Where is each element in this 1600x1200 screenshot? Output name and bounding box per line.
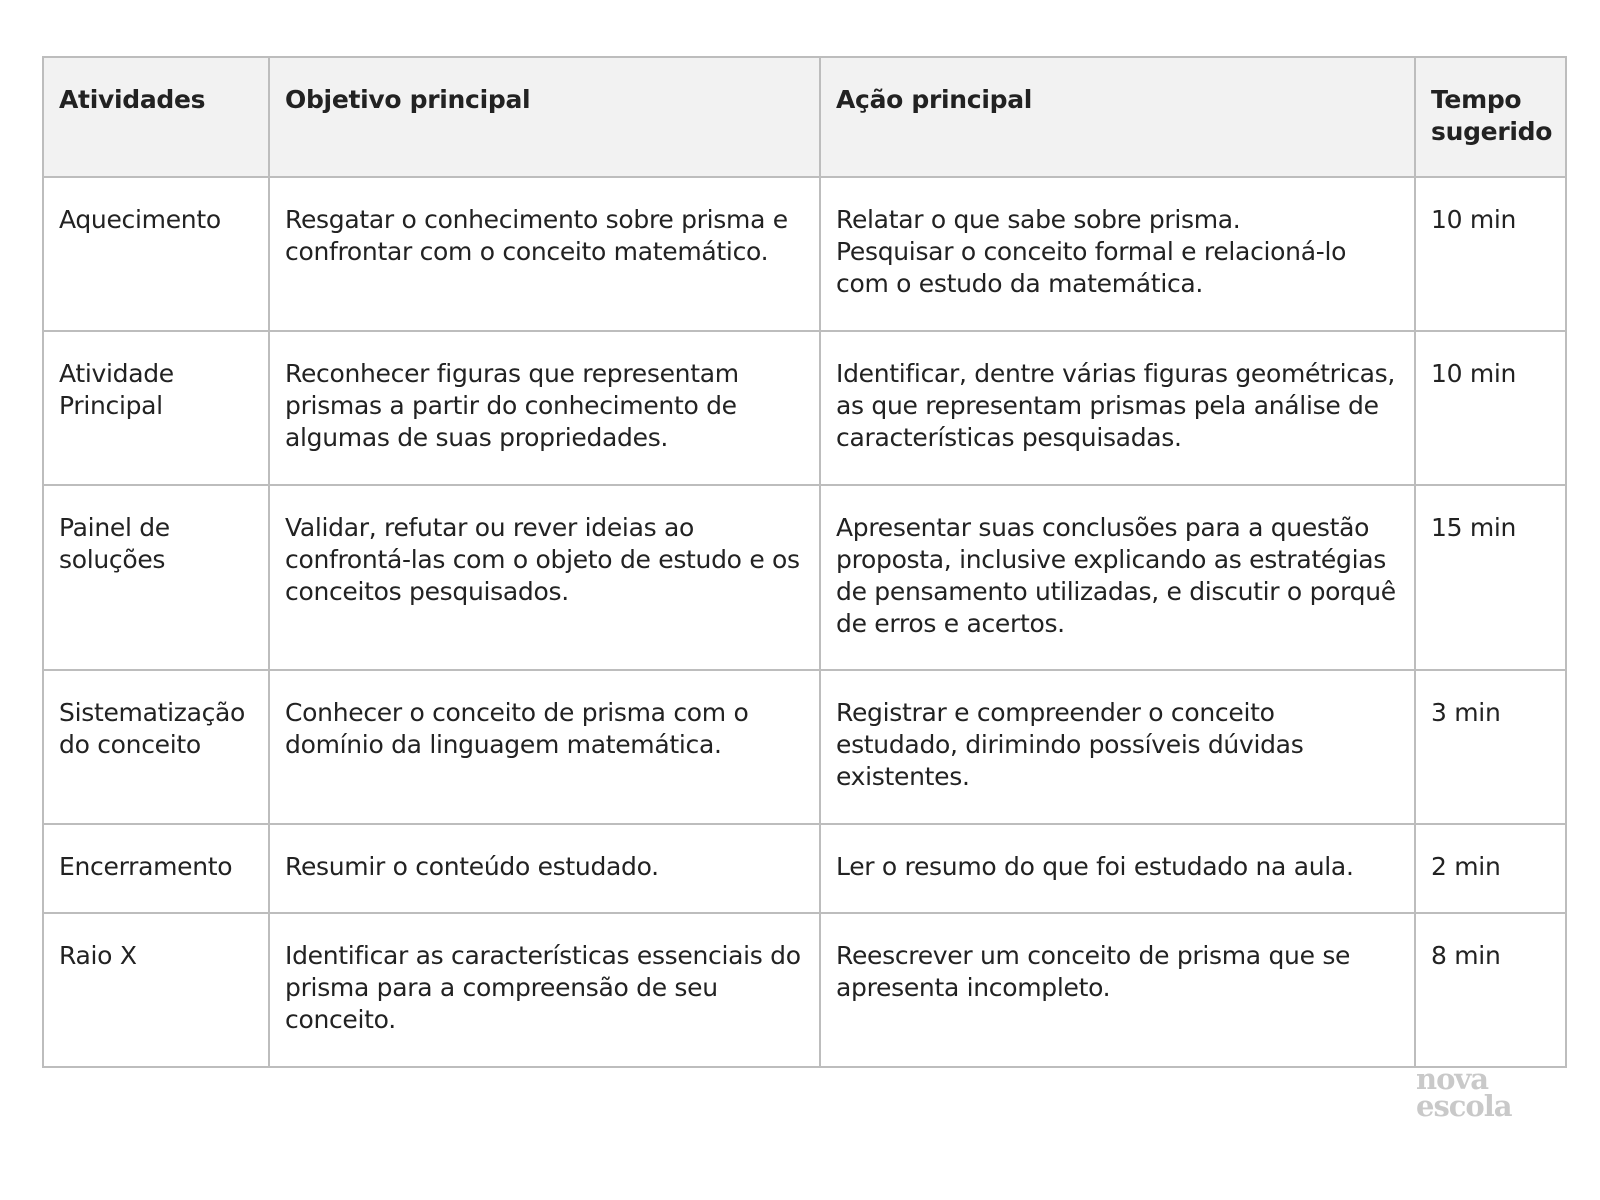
cell-objetivo: Resgatar o conhecimento sobre prisma e confrontar com o conceito matemático.	[269, 177, 820, 331]
nova-escola-logo	[1416, 1062, 1536, 1123]
logo-line-1: nova	[1416, 1062, 1489, 1096]
cell-objetivo: Resumir o conteúdo estudado.	[269, 824, 820, 913]
cell-tempo: 10 min	[1415, 331, 1566, 485]
cell-tempo: 10 min	[1415, 177, 1566, 331]
cell-acao: Reescrever um conceito de prisma que se apresenta incompleto.	[820, 913, 1415, 1067]
cell-objetivo: Identificar as características essenciais do prisma para a compreensão de seu conceito.	[269, 913, 820, 1067]
header-tempo-sugerido: Tempo sugerido	[1415, 57, 1566, 177]
cell-acao: Ler o resumo do que foi estudado na aula.	[820, 824, 1415, 913]
header-acao-principal: Ação principal	[820, 57, 1415, 177]
table-row	[43, 485, 1566, 670]
cell-atividade: Atividade Principal	[43, 331, 269, 485]
table-row	[43, 177, 1566, 331]
cell-objetivo: Validar, refutar ou rever ideias ao confrontá-las com o objeto de estudo e os conceitos pesquisados.	[269, 485, 820, 670]
cell-tempo: 8 min	[1415, 913, 1566, 1067]
cell-atividade: Raio X	[43, 913, 269, 1067]
cell-atividade: Sistematização do conceito	[43, 670, 269, 824]
cell-tempo: 15 min	[1415, 485, 1566, 670]
cell-objetivo: Conhecer o conceito de prisma com o domínio da linguagem matemática.	[269, 670, 820, 824]
cell-atividade: Painel de soluções	[43, 485, 269, 670]
cell-objetivo: Reconhecer figuras que representam prismas a partir do conhecimento de algumas de suas propriedades.	[269, 331, 820, 485]
table-header	[43, 57, 1566, 177]
logo-line-2: escola	[1416, 1089, 1512, 1123]
cell-acao: Identificar, dentre várias figuras geométricas, as que representam prismas pela análise de características pesquisadas.	[820, 331, 1415, 485]
table-row	[43, 913, 1566, 1067]
cell-acao: Apresentar suas conclusões para a questão proposta, inclusive explicando as estratégias de pensamento utilizadas, e discutir o porquê de erros e acertos.	[820, 485, 1415, 670]
cell-tempo: 3 min	[1415, 670, 1566, 824]
table-row	[43, 331, 1566, 485]
cell-atividade: Aquecimento	[43, 177, 269, 331]
lesson-plan-table	[42, 56, 1567, 1068]
cell-tempo: 2 min	[1415, 824, 1566, 913]
cell-atividade: Encerramento	[43, 824, 269, 913]
table-body	[43, 177, 1566, 1067]
header-atividades: Atividades	[43, 57, 269, 177]
table-row	[43, 824, 1566, 913]
header-objetivo-principal: Objetivo principal	[269, 57, 820, 177]
cell-acao: Relatar o que sabe sobre prisma. Pesquisar o conceito formal e relacioná-lo com o estudo da matemática.	[820, 177, 1415, 331]
cell-acao: Registrar e compreender o conceito estudado, dirimindo possíveis dúvidas existentes.	[820, 670, 1415, 824]
header-row	[43, 57, 1566, 177]
table-row	[43, 670, 1566, 824]
